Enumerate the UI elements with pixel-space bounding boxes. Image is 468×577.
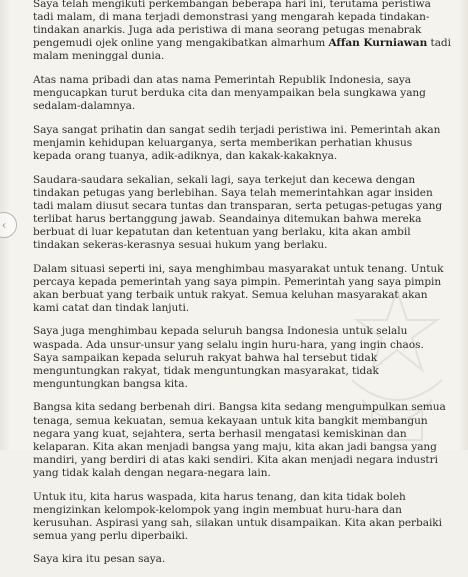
previous-slide-button[interactable] bbox=[0, 212, 17, 238]
chevron-left-icon: ‹ bbox=[1, 218, 7, 232]
paragraph-9: Saya kira itu pesan saya. bbox=[33, 553, 166, 566]
paragraph-4: Saudara-saudara sekalian, sekali lagi, saya terkejut dan kecewa dengan tindakan petugas yang berlebihan. Saya telah memerintahkan agar insiden tadi malam diusut secara tuntas dan transparan, serta petugas-petugas yang terlibat harus bertanggung jawab. Seandainya ditemukan bahwa mereka berbuat di luar kepatutan dan ketentuan yang berlaku, kita akan ambil tindakan sekeras-kerasnya sesuai hukum yang berlaku. bbox=[33, 173, 443, 251]
paragraph-2: Atas nama pribadi dan atas nama Pemerintah Republik Indonesia, saya mengucapkan turut berduka cita dan menyampaikan bela sungkawa yang sedalam-dalamnya. bbox=[33, 73, 426, 113]
paragraph-1: Saya telah mengikuti perkembangan beberapa hari ini, terutama peristiwa tadi malam, di mana terjadi demonstrasi yang mengarah kepada tindakan-tindakan anarkis. Juga ada peristiwa di mana seorang petugas menabrak pengemudi ojek online yang mengakibatkan almarhum Affan Kurniawan tadi malam meninggal dunia. bbox=[33, 0, 451, 63]
statement-text bbox=[33, 0, 451, 577]
deceased-name: Affan Kurniawan bbox=[328, 37, 428, 50]
paragraph-8: Untuk itu, kita harus waspada, kita harus tenang, dan kita tidak boleh mengizinkan kelompok-kelompok yang ingin membuat huru-hara dan kerusuhan. Aspirasi yang sah, silakan untuk disampaikan. Kita akan perbaiki semua yang perlu diperbaiki. bbox=[33, 490, 442, 542]
paragraph-7: Bangsa kita sedang berbenah diri. Bangsa kita sedang mengumpulkan semua tenaga, semua kekuatan, semua kekayaan untuk kita bangkit membangun negara yang kuat, sejahtera, serta berhasil mengatasi kemiskinan dan kelaparan. Kita akan menjadi bangsa yang maju, kita akan jadi bangsa yang mandiri, yang berdiri di atas kaki sendiri. Kita akan menjadi negara industri yang tidak kalah dengan negara-negara lain. bbox=[33, 401, 446, 479]
paragraph-3: Saya sangat prihatin dan sangat sedih terjadi peristiwa ini. Pemerintah akan menjamin kehidupan keluarganya, serta memberikan perhatian khusus kepada orang tuanya, adik-adiknya, dan kakak-kakaknya. bbox=[33, 123, 441, 162]
paragraph-5: Dalam situasi seperti ini, saya menghimbau masyarakat untuk tenang. Untuk percaya kepada pemerintah yang saya pimpin. Pemerintah yang saya pimpin akan berbuat yang terbaik untuk rakyat. Semua keluhan masyarakat akan kami catat dan tindak lanjuti. bbox=[33, 262, 444, 314]
paragraph-6: Saya juga menghimbau kepada seluruh bangsa Indonesia untuk selalu waspada. Ada unsur-unsur yang selalu ingin huru-hara, yang ingin chaos. Saya sampaikan kepada seluruh rakyat bahwa hal tersebut tidak menguntungkan rakyat, tidak menguntungkan masyarakat, tidak menguntungkan bangsa kita. bbox=[33, 325, 424, 390]
page-right-edge-shadow bbox=[458, 0, 468, 450]
